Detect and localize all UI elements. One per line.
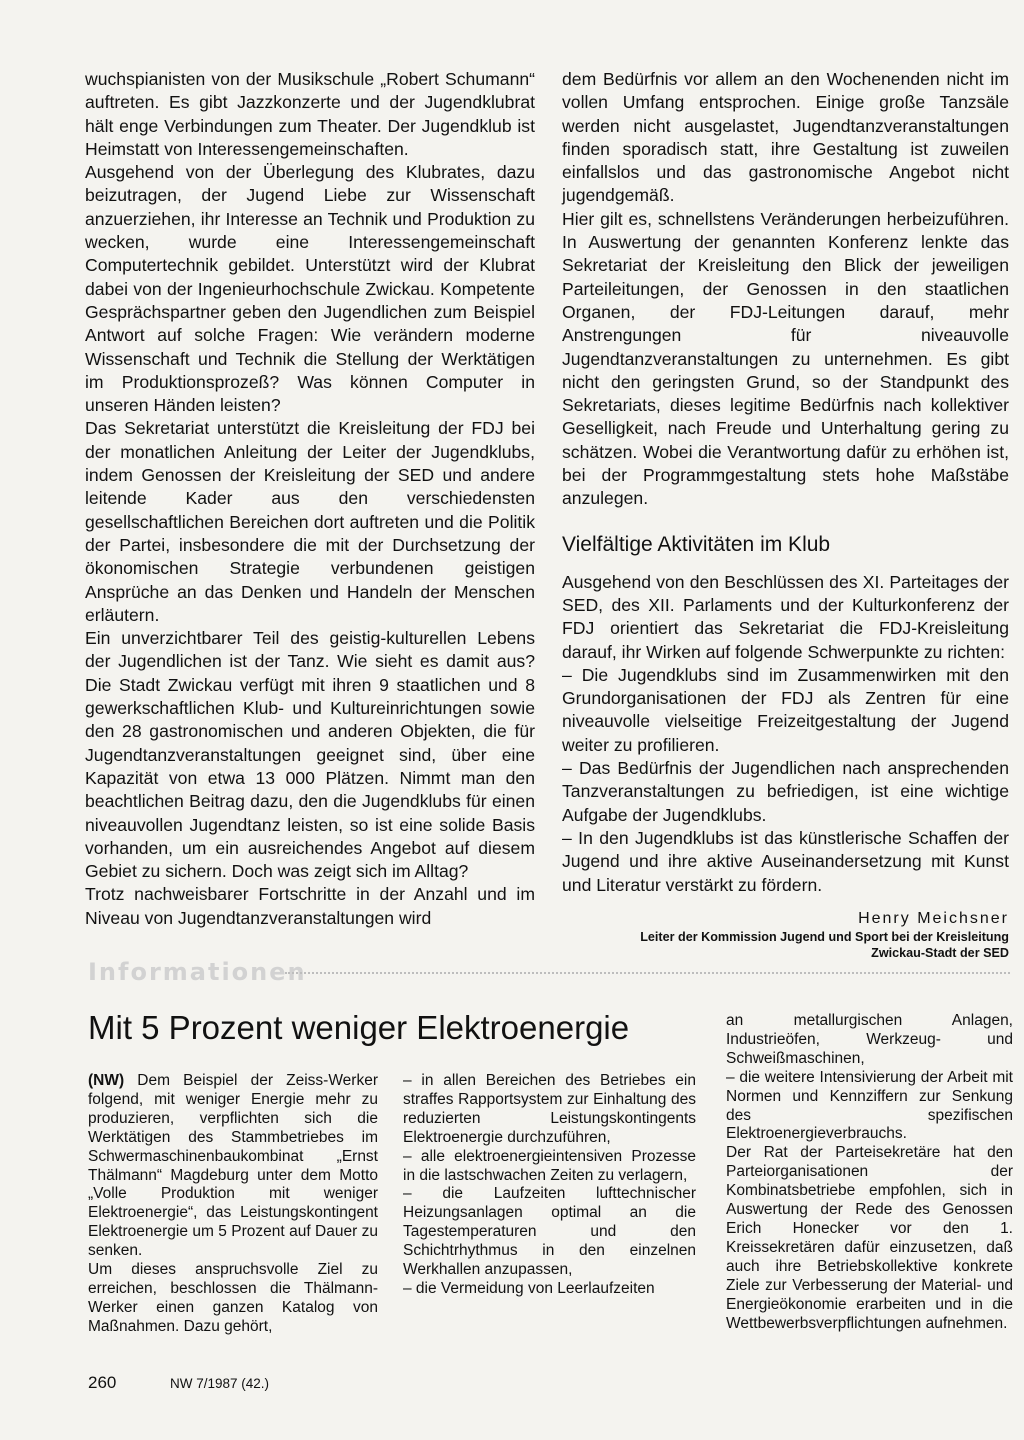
issue-label: NW 7/1987 (42.) bbox=[170, 1376, 270, 1391]
list-item: – In den Jugendklubs ist das künstlerische Schaffen der Jugend und ihre aktive Auseinandersetzung mit Kunst und Literatur verstärkt zu fördern. bbox=[562, 827, 1009, 895]
list-item: – Die Jugendklubs sind im Zusammenwirken mit den Grundorganisationen der FDJ als Zentren für eine niveauvolle vielseitige Freizeitgestaltung der Jugend weiter zu profilieren. bbox=[562, 664, 1009, 755]
list-item: – alle elektroenergieintensiven Prozesse in die lastschwachen Zeiten zu verlagern, bbox=[403, 1147, 696, 1184]
paragraph: Das Sekretariat unterstützt die Kreisleitung der FDJ bei der monatlichen Anleitung der Leiter der Jugendklubs, indem Genossen der Kreisleitung der SED und andere leitende Kader aus den verschiedensten gesellschaftlichen Bereichen dort auftreten und die Politik der Partei, insbesondere die mit der Durchsetzung der ökonomischen Strategie verbundenen geistigen Ansprüche an das Denken und Handeln der Menschen erläutern. bbox=[85, 418, 535, 625]
page-number: 260 bbox=[88, 1373, 117, 1392]
list-item: – die Laufzeiten lufttechnischer Heizungsanlagen optimal an die Tagestemperaturen und den Schichtrhythmus in den einzelnen Werkhallen anzupassen, bbox=[403, 1185, 696, 1279]
paragraph: Ausgehend von der Überlegung des Klubrates, dazu beizutragen, der Jugend Liebe zur Wissenschaft anzuerziehen, ihr Interesse an Technik und Produktion zu wecken, wurde eine Interessengemeinschaft Computertechnik gebildet. Unterstützt wird der Klubrat dabei von der Ingenieurhochschule Zwickau. Kompetente Gesprächspartner geben den Jugendlichen zum Beispiel Antwort auf solche Fragen: Wie verändern moderne Wissenschaft und Technik die Stellung der Werktätigen im Produktionsprozeß? Was können Computer in unseren Händen leisten? bbox=[85, 162, 535, 416]
paragraph-text: Dem Beispiel der Zeiss-Werker folgend, mit weniger Energie mehr zu produzieren, verpflichten sich die Werktätigen des Stammbetriebes im Schwermaschinenbaukombinat „Ernst Thälmann“ Magdeburg unter dem Motto „Volle Produktion mit weniger Elektroenergie“, das Leistungskontingent Elektroenergie um 5 Prozent auf Dauer zu senken. bbox=[88, 1072, 378, 1260]
list-item: – in allen Bereichen des Betriebes ein straffes Rapportsystem zur Einhaltung des reduzierten Leistungskontingents Elektroenergie durchzuführen, bbox=[403, 1072, 696, 1146]
paragraph: Ein unverzichtbarer Teil des geistig-kulturellen Lebens der Jugendlichen ist der Tanz. Wie sieht es damit aus? Die Stadt Zwickau verfügt mit ihren 9 staatlichen und 8 gewerkschaftlichen Klub- und Kultureinrichtungen sowie den 28 gastronomischen und anderen Objekten, die für Jugendtanzveranstaltungen geeignet sind, über eine Kapazität von etwa 13 000 Plätzen. Nimmt man den beachtlichen Beitrag dazu, den die Jugendklubs für einen niveauvollen Jugendtanz leisten, so ist eine solide Basis vorhanden, um ein ausreichendes Angebot auf diesem Gebiet zu sichern. Doch was zeigt sich im Alltag? bbox=[85, 628, 535, 882]
author-role-line-1: Leiter der Kommission Jugend und Sport bei der Kreisleitung bbox=[640, 929, 1009, 944]
section-label: Informationen bbox=[88, 958, 307, 986]
paragraph: Hier gilt es, schnellstens Veränderungen herbeizuführen. In Auswertung der genannten Konferenz lenkte das Sekretariat der Kreisleitung den Blick der jeweiligen Parteileitungen, der Genossen in den staatlichen Organen, der FDJ-Leitungen darauf, mehr Anstrengungen für niveauvolle Jugendtanzveranstaltungen zu unternehmen. Es gibt nicht den geringsten Grund, so der Standpunkt des Sekretariats, dieses legitime Bedürfnis nach kollektiver Geselligkeit, nach Freude und Unterhaltung gering zu schätzen. Wobei die Verantwortung dafür zu erhöhen ist, bei der Programmgestaltung stets hohe Maßstäbe anzulegen. bbox=[562, 208, 1009, 509]
paragraph: an metallurgischen Anlagen, Industrieöfen, Werkzeug- und Schweißmaschinen, bbox=[726, 1012, 1013, 1067]
author-name: Henry Meichsner bbox=[858, 909, 1009, 927]
paragraph: Der Rat der Parteisekretäre hat den Parteiorganisationen der Kombinatsbetriebe empfohlen, sich in Auswertung der Rede des Genossen Erich Honecker vor den 1. Kreissekretären dafür einzusetzen, daß auch ihre Betriebskollektive konkrete Ziele zur Verbesserung der Material- und Energieökonomie erarbeiten und in die Wettbewerbsverpflichtungen aufnehmen. bbox=[726, 1144, 1013, 1332]
source-tag: (NW) bbox=[88, 1072, 125, 1089]
news-column-1 bbox=[88, 1072, 378, 1337]
article-headline: Mit 5 Prozent weniger Elektroenergie bbox=[88, 1009, 630, 1046]
section-subheading: Vielfältige Aktivitäten im Klub bbox=[562, 532, 831, 556]
section-divider bbox=[285, 972, 1010, 974]
list-item: – Das Bedürfnis der Jugendlichen nach ansprechenden Tanzveranstaltungen zu befriedigen, ist eine wichtige Aufgabe der Jugendklubs. bbox=[562, 758, 1009, 825]
paragraph: Um dieses anspruchsvolle Ziel zu erreichen, beschlossen die Thälmann-Werker einen ganzen Katalog von Maßnahmen. Dazu gehört, bbox=[88, 1261, 378, 1335]
list-item: – die weitere Intensivierung der Arbeit mit Normen und Kennziffern zur Senkung des spezifischen Elektroenergieverbrauchs. bbox=[726, 1068, 1013, 1143]
list-item: – die Vermeidung von Leerlaufzeiten bbox=[403, 1279, 655, 1297]
paragraph: Trotz nachweisbarer Fortschritte in der Anzahl und im Niveau von Jugendtanzveranstaltungen wird bbox=[85, 884, 535, 928]
author-role-line-2: Zwickau-Stadt der SED bbox=[871, 945, 1009, 960]
paragraph: wuchspianisten von der Musikschule „Robert Schumann“ auftreten. Es gibt Jazzkonzerte und der Jugendklubrat hält enge Verbindungen zum Theater. Der Jugendklub ist Heimstatt von Interessengemeinschaften. bbox=[85, 69, 535, 159]
paragraph: Ausgehend von den Beschlüssen des XI. Parteitages der SED, des XII. Parlaments und der Kulturkonferenz der FDJ orientiert das Sekretariat die FDJ-Kreisleitung darauf, ihr Wirken auf folgende Schwerpunkte zu richten: bbox=[562, 571, 1009, 662]
article-right-column bbox=[562, 68, 1009, 961]
paragraph bbox=[88, 1072, 378, 1261]
article-left-column bbox=[85, 68, 535, 930]
news-column-2 bbox=[403, 1072, 696, 1299]
news-column-3 bbox=[726, 1012, 1013, 1333]
paragraph: dem Bedürfnis vor allem an den Wochenenden nicht im vollen Umfang entsprochen. Einige große Tanzsäle werden nicht ausgelastet, Jugendtanzveranstaltungen finden sporadisch statt, ihre Gestaltung ist zuweilen einfallslos und das gastronomische Angebot nicht jugendgemäß. bbox=[562, 69, 1009, 206]
